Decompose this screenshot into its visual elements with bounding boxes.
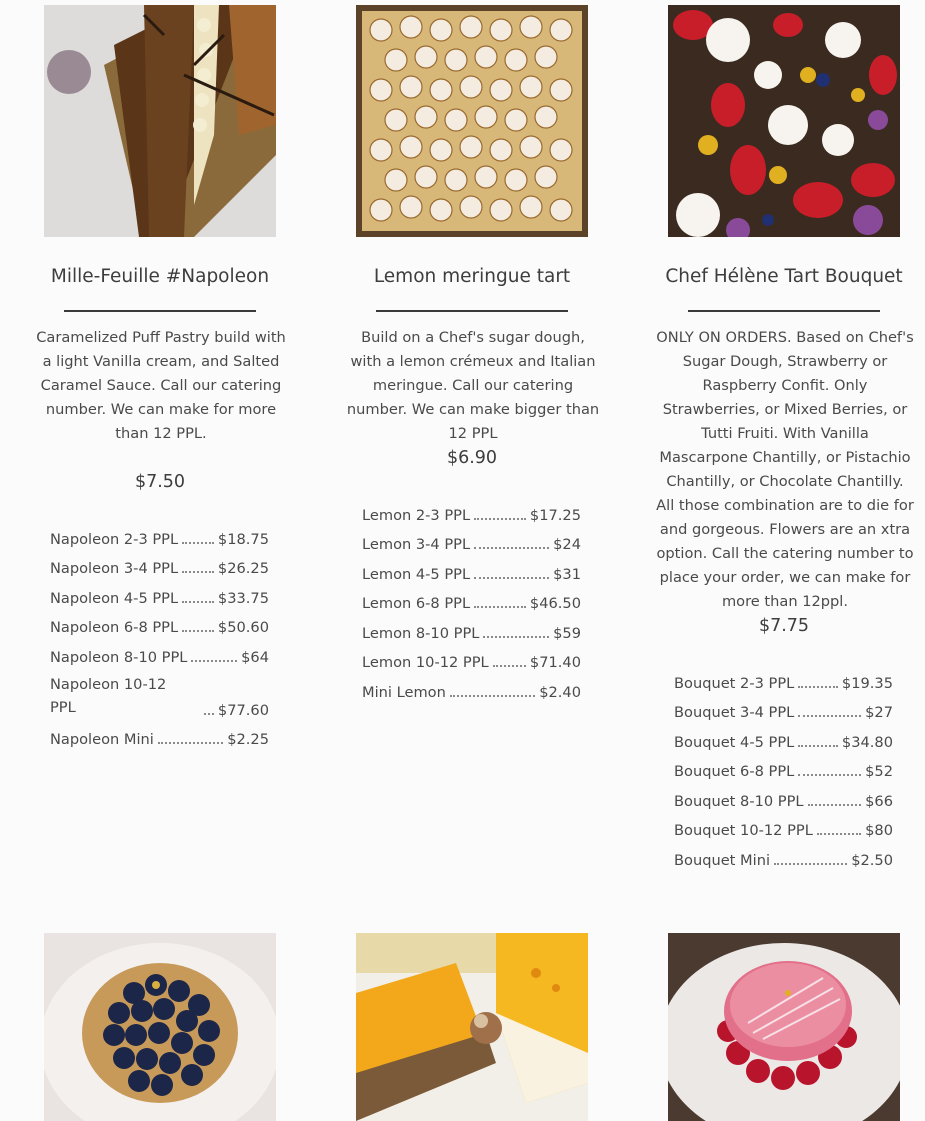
price-list-item: Lemon 6-8 PPL $46.50 — [362, 595, 581, 612]
price-list-item: Lemon 4-5 PPL $31 — [362, 565, 581, 583]
price-list-item: Lemon 3-4 PPL $24 — [362, 536, 581, 553]
price-list-item: Napoleon 6-8 PPL $50.60 — [50, 619, 269, 636]
price-list-item: Bouquet 8-10 PPL $66 — [674, 792, 893, 810]
price-list-item: Bouquet 10-12 PPL $80 — [674, 822, 893, 839]
price-list — [674, 662, 893, 869]
price-list-item: Lemon 10-12 PPL $71.40 — [362, 654, 581, 671]
price-list-item: Napoleon 10-12 PPL $77.60 — [50, 675, 269, 719]
price-list-item: Bouquet 6-8 PPL $52 — [674, 763, 893, 780]
blueberry-tart-photo[interactable] — [44, 933, 276, 1121]
price-list — [362, 494, 581, 701]
price-list-item: Bouquet 3-4 PPL $27 — [674, 704, 893, 721]
price-list-item: Bouquet 2-3 PPL $19.35 — [674, 674, 893, 692]
title-divider — [376, 310, 568, 312]
product-price: $7.50 — [134, 472, 186, 492]
product-description: Caramelized Puff Pastry build with a light Vanilla cream, and Salted Caramel Sauce. Call our catering number. We can make for more than 12 PPL. — [36, 329, 286, 442]
raspberry-macaron-photo[interactable] — [668, 933, 900, 1121]
price-list-item: Lemon 2-3 PPL $17.25 — [362, 506, 581, 524]
mango-entremet-photo[interactable] — [356, 933, 588, 1121]
product-price: $7.75 — [758, 616, 810, 636]
price-list-item: Napoleon 3-4 PPL $26.25 — [50, 560, 269, 577]
price-list — [50, 518, 269, 748]
price-list-item: Napoleon Mini $2.25 — [50, 731, 269, 748]
title-divider — [64, 310, 256, 312]
product-title: Lemon meringue tart — [373, 266, 571, 287]
product-description: Build on a Chef's sugar dough, with a lemon crémeux and Italian meringue. Call our catering number. We can make bigger than 12 PPL — [346, 329, 600, 442]
price-list-item: Bouquet Mini $2.50 — [674, 851, 893, 869]
mille-feuille-photo[interactable] — [44, 5, 276, 237]
product-price: $6.90 — [446, 448, 498, 468]
title-divider — [688, 310, 880, 312]
price-list-item: Mini Lemon $2.40 — [362, 683, 581, 701]
price-list-item: Lemon 8-10 PPL $59 — [362, 624, 581, 642]
price-list-item: Napoleon 4-5 PPL $33.75 — [50, 589, 269, 607]
product-description: ONLY ON ORDERS. Based on Chef's Sugar Dough, Strawberry or Raspberry Confit. Only Strawberries, or Mixed Berries, or Tutti Fruiti. With Vanilla Mascarpone Chantilly, or Pistachio Chantilly, or Chocolate Chantilly. All those combination are to die for and gorgeous. Flowers are an xtra option. Call the catering number to place your order, we can make for more than 12ppl. — [656, 329, 914, 610]
tart-bouquet-photo[interactable] — [668, 5, 900, 237]
product-title: Mille-Feuille #Napoleon — [50, 266, 270, 287]
lemon-meringue-tart-photo[interactable] — [356, 5, 588, 237]
product-title: Chef Hélène Tart Bouquet — [665, 266, 903, 287]
price-list-item: Napoleon 2-3 PPL $18.75 — [50, 530, 269, 548]
price-list-item: Napoleon 8-10 PPL $64 — [50, 648, 269, 666]
price-list-item: Bouquet 4-5 PPL $34.80 — [674, 733, 893, 751]
